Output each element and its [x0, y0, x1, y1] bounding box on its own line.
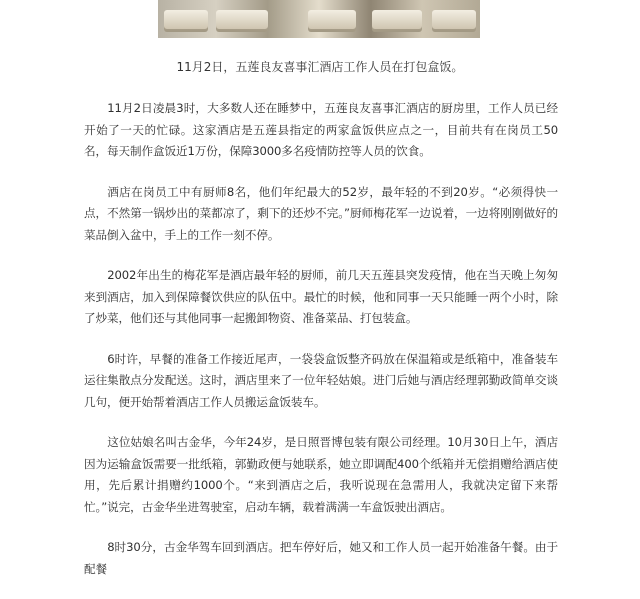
- meal-box: [216, 10, 268, 32]
- article-paragraph: 这位姑娘名叫古金华，今年24岁，是日照晋博包装有限公司经理。10月30日上午，酒店因为运输盒饭需要一批纸箱，郭勤政便与她联系，她立即调配400个纸箱并无偿捐赠给酒店使用，先后累计捐赠约1000个。“来到酒店之后，我听说现在急需用人，我就决定留下来帮忙。”说完，古金华坐进驾驶室，启动车辆，载着满满一车盒饭驶出酒店。: [84, 435, 558, 514]
- article-paragraph: 酒店在岗员工中有厨师8名，他们年纪最大的52岁，最年轻的不到20岁。“必须得快一点，不然第一锅炒出的菜都凉了，剩下的还炒不完。”厨师梅花军一边说着，一边将刚刚做好的菜品倒入盆中，手上的工作一刻不停。: [84, 184, 558, 242]
- news-photo: [158, 0, 480, 38]
- article-body: [84, 98, 558, 599]
- meal-box: [372, 10, 422, 32]
- article-paragraph: 6时许，早餐的准备工作接近尾声，一袋袋盒饭整齐码放在保温箱或是纸箱中，准备装车运往集散点分发配送。这时，酒店里来了一位年轻姑娘。进门后她与酒店经理郭勤政简单交谈几句，便开始帮着酒店工作人员搬运盒饭装车。: [84, 351, 558, 409]
- article-paragraph: 8时30分，古金华驾车回到酒店。把车停好后，她又和工作人员一起开始准备午餐。由于配餐: [84, 540, 558, 576]
- article-paragraph: 2002年出生的梅花军是酒店最年轻的厨师，前几天五莲县突发疫情，他在当天晚上匆匆来到酒店，加入到保障餐饮供应的队伍中。最忙的时候，他和同事一天只能睡一两个小时，除了炒菜，他们还与其他同事一起搬卸物资、准备菜品、打包装盒。: [84, 268, 558, 325]
- meal-box: [432, 10, 476, 32]
- meal-box: [308, 10, 356, 32]
- meal-box: [164, 10, 208, 32]
- article-paragraph: 11月2日凌晨3时，大多数人还在睡梦中，五莲良友喜事汇酒店的厨房里，工作人员已经开始了一天的忙碌。这家酒店是五莲县指定的两家盒饭供应点之一，目前共有在岗员工50名，每天制作盒饭近1万份，保障3000多名疫情防控等人员的饮食。: [84, 101, 558, 158]
- photo-caption: 11月2日，五莲良友喜事汇酒店工作人员在打包盒饭。: [176, 60, 464, 74]
